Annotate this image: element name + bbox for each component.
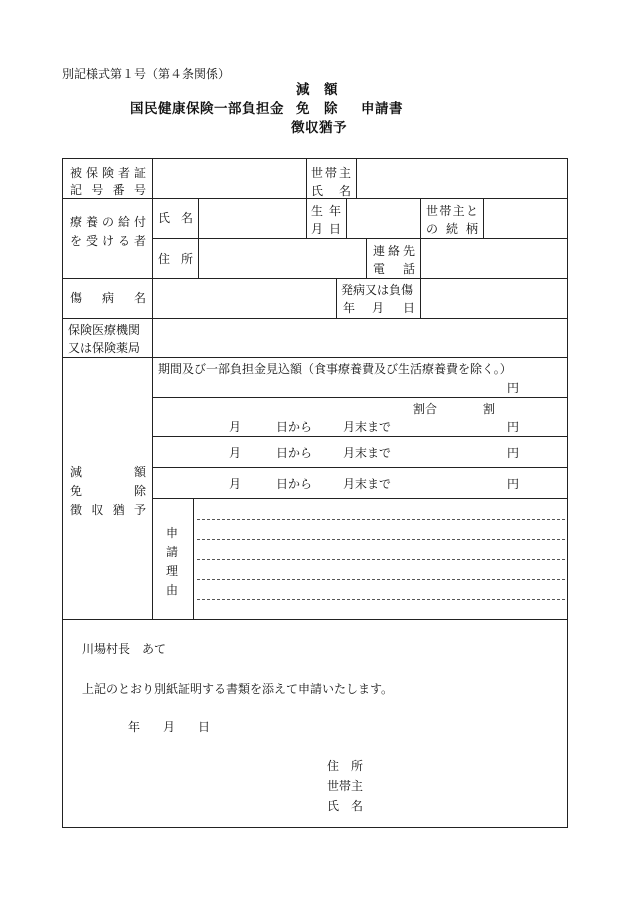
date-year: 年 xyxy=(128,720,141,734)
birthdate-label: 生 年 月 日 xyxy=(311,204,341,236)
title-deferral: 徴収猶予 xyxy=(291,120,347,136)
applicant-address-label: 住 所 xyxy=(327,759,364,773)
period-from-2: 日から xyxy=(276,446,313,460)
applicant-household-label: 世帯主 xyxy=(327,779,364,793)
period-month-1: 月 xyxy=(229,420,242,434)
title-suffix: 申請書 xyxy=(361,101,403,117)
yen-unit-4: 円 xyxy=(507,477,520,491)
phone-label: 連 絡 先 電 話 xyxy=(373,244,415,276)
period-until-3: 月末まで xyxy=(343,477,392,491)
reason-label: 申 請 理 由 xyxy=(165,526,178,597)
address-label: 住 所 xyxy=(158,252,193,266)
period-from-1: 日から xyxy=(276,420,313,434)
yen-unit-2: 円 xyxy=(507,420,520,434)
period-month-2: 月 xyxy=(229,446,242,460)
ratio-unit: 割 xyxy=(483,402,496,416)
period-from-3: 日から xyxy=(276,477,313,491)
statement: 上記のとおり別紙証明する書類を添えて申請いたします。 xyxy=(82,682,394,696)
onset-date-label: 発病又は負傷 xyxy=(341,283,414,297)
insured-card-number-label-1: 被 保 険 者 証 xyxy=(70,166,146,180)
period-heading: 期間及び一部負担金見込額（食事療養費及び生活療養費を除く。） xyxy=(158,362,512,376)
onset-month: 月 xyxy=(372,301,385,315)
reduction-label: 減 額 xyxy=(70,465,146,479)
period-month-3: 月 xyxy=(229,477,242,491)
yen-unit-1: 円 xyxy=(507,381,520,395)
date-day: 日 xyxy=(198,720,211,734)
date-month: 月 xyxy=(163,720,176,734)
title-main: 国民健康保険一部負担金 xyxy=(130,101,284,117)
illness-name-label: 傷 病 名 xyxy=(70,291,146,305)
title-exemption: 免 除 xyxy=(296,101,338,117)
period-until-1: 月末まで xyxy=(343,420,392,434)
form-number: 別記様式第１号（第４条関係） xyxy=(62,67,231,81)
onset-day: 日 xyxy=(403,301,416,315)
yen-unit-3: 円 xyxy=(507,446,520,460)
head-of-household-name-label: 世 帯 主 氏 名 xyxy=(311,166,351,198)
onset-year: 年 xyxy=(343,301,356,315)
insured-card-number-label-2: 記 号 番 号 xyxy=(70,183,146,197)
ratio-label: 割合 xyxy=(413,402,438,416)
applicant-name-label: 氏 名 xyxy=(327,799,364,813)
recipient-label: 療 養 の 給 付 を 受 け る 者 xyxy=(70,215,146,248)
exemption-label: 免 除 xyxy=(70,484,146,498)
relation-label: 世 帯 主 と の 続 柄 xyxy=(426,204,478,236)
deferral-label: 徴 収 猶 予 xyxy=(70,503,146,517)
name-label: 氏 名 xyxy=(158,211,193,225)
period-until-2: 月末まで xyxy=(343,446,392,460)
title-reduction: 減 額 xyxy=(296,82,338,98)
addressee: 川場村長 あて xyxy=(82,642,167,656)
medical-institution-label: 保険医療機関 又は保険薬局 xyxy=(68,323,141,355)
